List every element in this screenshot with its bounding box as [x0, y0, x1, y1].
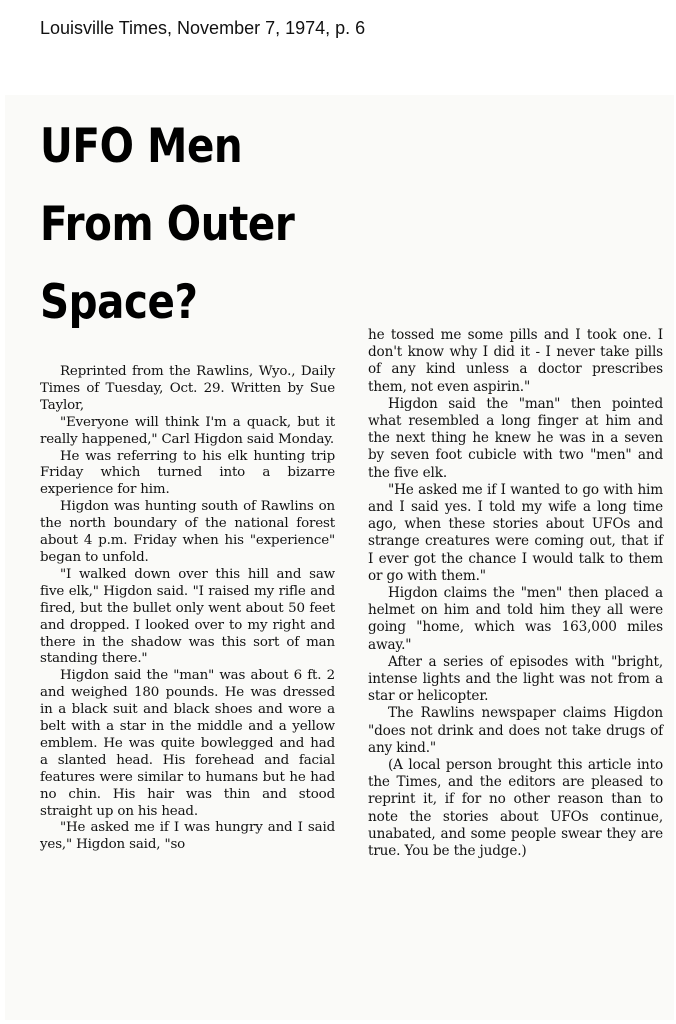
article-paragraph: After a series of episodes with "bright, intense lights and the light was not from a star or helicopter. — [368, 653, 663, 705]
article-paragraph: "Everyone will think I'm a quack, but it really happened," Carl Higdon said Monday. — [40, 414, 335, 447]
headline-line-3: Space? — [40, 275, 198, 330]
article-column-left — [40, 364, 335, 854]
article-paragraph: (A local person brought this article into the Times, and the editors are pleased to reprint it, if for no other reason than to note the stories about UFOs continue, unabated, and some people swear they are true. You be the judge.) — [368, 757, 663, 860]
article-headline — [40, 108, 298, 342]
page-caption: Louisville Times, November 7, 1974, p. 6 — [40, 18, 366, 38]
article-paragraph: Reprinted from the Rawlins, Wyo., Daily Times of Tuesday, Oct. 29. Written by Sue Taylor, — [40, 364, 335, 413]
article-paragraph: "He asked me if I was hungry and I said yes," Higdon said, "so — [40, 820, 335, 853]
headline-line-2: From Outer — [40, 197, 295, 252]
article-paragraph: "I walked down over this hill and saw five elk," Higdon said. "I raised my rifle and fired, but the bullet only went about 50 feet and dropped. I looked over to my right and there in the shadow was this sort of man standing there." — [40, 566, 335, 667]
article-paragraph: Higdon claims the "men" then placed a helmet on him and told him they all were going "home, which was 163,000 miles away." — [368, 585, 663, 653]
article-paragraph: he tossed me some pills and I took one. I don't know why I did it - I never take pills of any kind unless a doctor prescribes them, not even aspirin." — [368, 327, 663, 395]
article-paragraph: Higdon said the "man" was about 6 ft. 2 and weighed 180 pounds. He was dressed in a black suit and black shoes and wore a belt with a star in the middle and a yellow emblem. He was quite bowlegged and had a slanted head. His forehead and facial features were similar to humans but he had no chin. His hair was thin and stood straight up on his head. — [40, 668, 335, 819]
article-paragraph: He was referring to his elk hunting trip Friday which turned into a bizarre experience for him. — [40, 448, 335, 498]
article-paragraph: "He asked me if I wanted to go with him and I said yes. I told my wife a long time ago, when these stories about UFOs and strange creatures were coming out, that if I ever got the chance I would talk to them or go with them." — [368, 481, 663, 584]
headline-line-1: UFO Men — [40, 119, 243, 174]
article-paragraph: Higdon said the "man" then pointed what resembled a long finger at him and the next thing he knew he was in a seven by seven foot cubicle with two "men" and the five elk. — [368, 395, 663, 481]
article-column-right — [368, 327, 663, 860]
article-paragraph: Higdon was hunting south of Rawlins on the north boundary of the national forest about 4 p.m. Friday when his "experience" began to unfold. — [40, 499, 335, 565]
article-paragraph: The Rawlins newspaper claims Higdon "does not drink and does not take drugs of any kind." — [368, 705, 663, 756]
